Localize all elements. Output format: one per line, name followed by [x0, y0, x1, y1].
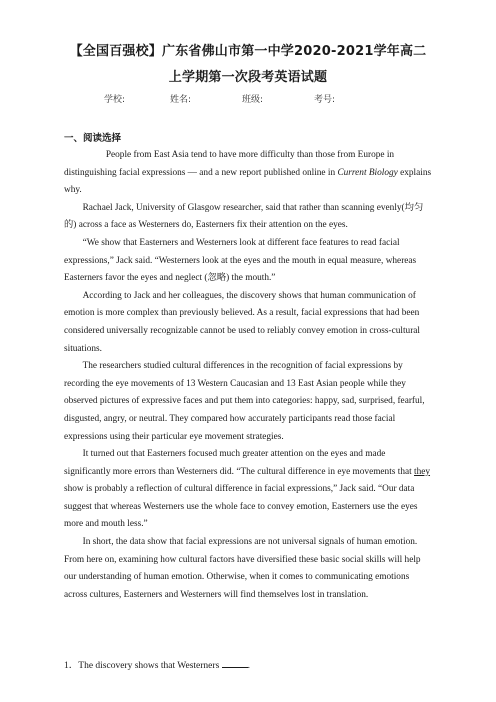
paragraph-6: It turned out that Easterners focused much greater attention on the eyes and made significantly more errors than Westerners did. “The cultural difference in eye movements that they show is probably a reflection of cultural difference in facial expressions,” Jack said. “Our data suggest that whereas Westerners use the whole face to convey emotion, Easterners use the eyes more and mouth less.”: [64, 449, 431, 530]
paragraph-4: According to Jack and her colleagues, the discovery shows that human communication of emotion is more complex than previously believed. As a result, facial expressions that had been considered universally recognizable cannot be used to reliably convey emotion in cross-cultural situations.: [64, 290, 421, 354]
document-title-line1: 【全国百强校】广东省佛山市第一中学2020-2021学年高二: [69, 44, 427, 59]
paragraph-7: In short, the data show that facial expressions are not universal signals of human emotion. From here on, examining how cultural factors have diversified these basic social skills will help our understanding of human emotion. Otherwise, when it comes to communicating emotions across cultures, Easterners and Westerners will find themselves lost in translation.: [64, 537, 421, 600]
paragraph-3: “We show that Easterners and Westerners look at different face features to read facial expressions,” Jack said. “Westerners look at the eyes and the mouth in equal measure, whereas Easterners favor the eyes and neglect (忽略) the mouth.”: [64, 237, 417, 284]
paragraph-5: The researchers studied cultural differences in the recognition of facial expressions by recording the eye movements of 13 Western Caucasian and 13 East Asian people while they observed pictures of expressive faces and put them into categories: happy, sad, surprised, fearful, disgusted, angry, or neutral. They compared how accurately participants read those facial expressions using their particular eye movement strategies.: [64, 361, 425, 442]
answer-blank[interactable]: [222, 659, 248, 668]
question-number: 1．: [64, 661, 79, 671]
question-text: The discovery shows that Westerners: [78, 661, 220, 671]
exam-number-label: 考号:: [314, 95, 336, 105]
reading-passage: [64, 147, 433, 604]
paragraph-2: Rachael Jack, University of Glasgow researcher, said that rather than scanning evenly(均匀的) across a face as Westerners do, Easterners fix their attention on the eyes.: [64, 202, 424, 231]
journal-name: Current Biology: [337, 167, 398, 178]
class-label: 班级:: [242, 95, 264, 105]
document-title-line2: 上学期第一次段考英语试题: [168, 70, 328, 85]
name-label: 姓名:: [170, 95, 192, 105]
school-label: 学校:: [104, 95, 126, 105]
underlined-word: they: [414, 466, 431, 477]
paragraph-1: People from East Asia tend to have more difficulty than those from Europe in distinguishing facial expressions — and a new report published online in Current Biology explains why.: [64, 150, 432, 196]
section-heading: 一、阅读选择: [64, 133, 122, 144]
question-1: 1．The discovery shows that Westerners .: [64, 661, 251, 671]
